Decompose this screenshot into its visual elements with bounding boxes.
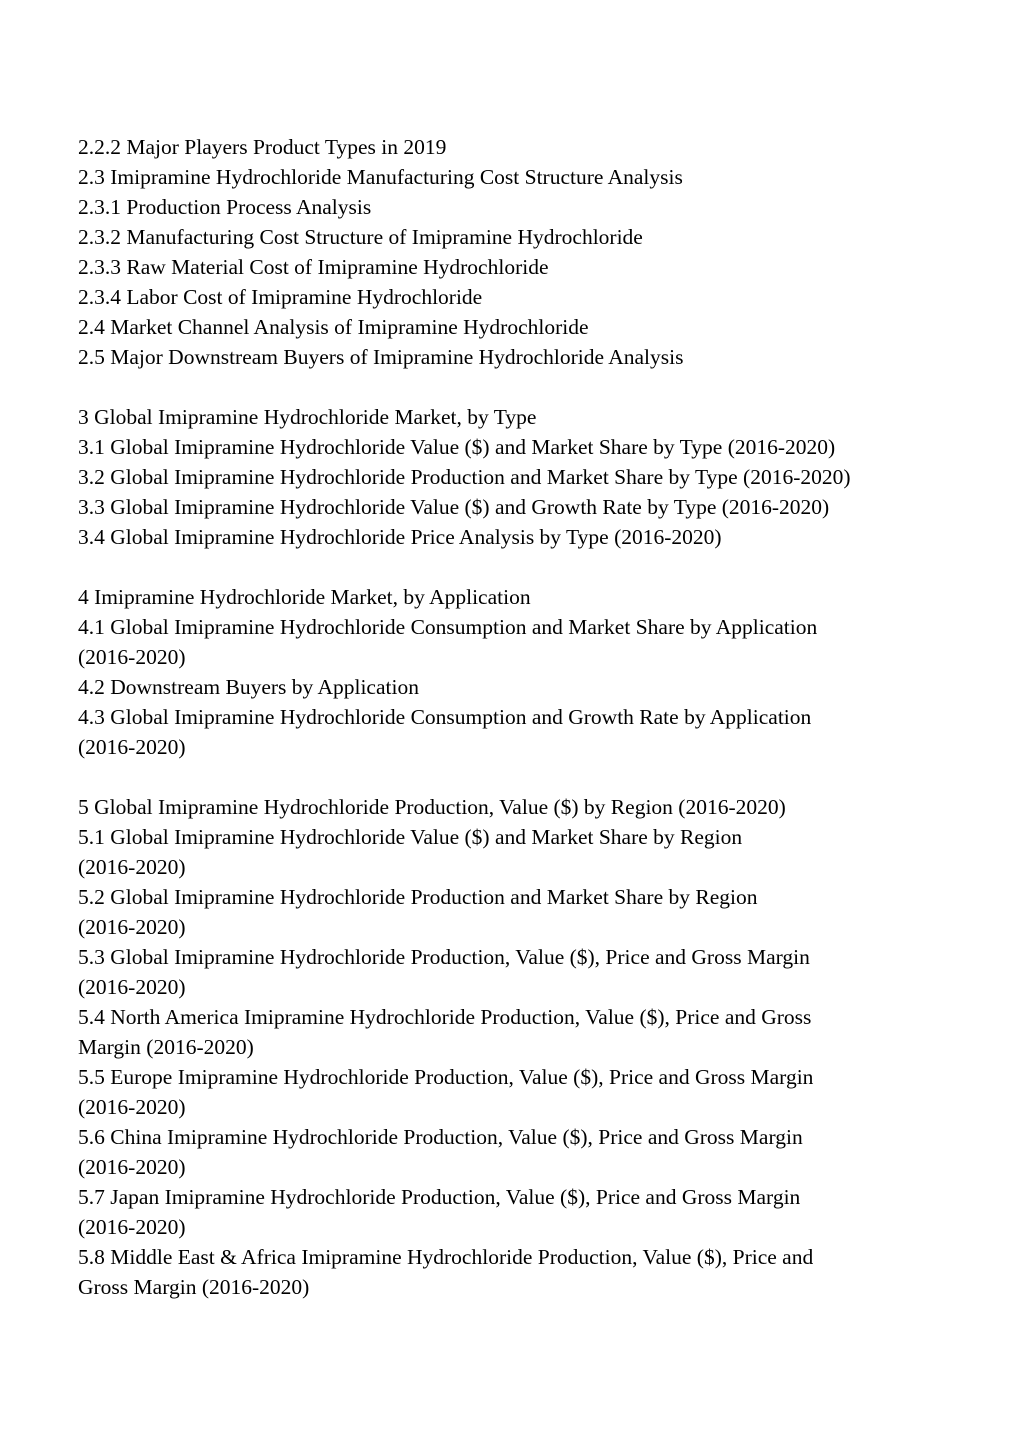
toc-entry: 2.3.4 Labor Cost of Imipramine Hydrochloride: [78, 285, 483, 309]
toc-entry: 2.3.1 Production Process Analysis: [78, 195, 372, 219]
toc-entry: 5.7 Japan Imipramine Hydrochloride Production, Value ($), Price and Gross Margin: [78, 1185, 801, 1209]
toc-entry: 5.1 Global Imipramine Hydrochloride Value ($) and Market Share by Region: [78, 825, 743, 849]
toc-heading: 4 Imipramine Hydrochloride Market, by Application: [78, 585, 531, 609]
toc-entry: 5.6 China Imipramine Hydrochloride Production, Value ($), Price and Gross Margin: [78, 1125, 803, 1149]
toc-entry: 4.2 Downstream Buyers by Application: [78, 675, 419, 699]
toc-entry: 2.4 Market Channel Analysis of Imipramine Hydrochloride: [78, 315, 589, 339]
toc-entry: 5.8 Middle East & Africa Imipramine Hydrochloride Production, Value ($), Price and: [78, 1245, 814, 1269]
toc-entry: 2.3.3 Raw Material Cost of Imipramine Hydrochloride: [78, 255, 549, 279]
toc-entry: 3.1 Global Imipramine Hydrochloride Value ($) and Market Share by Type (2016-2020): [78, 435, 836, 459]
toc-section-5: [78, 792, 978, 1302]
toc-entry-continuation: (2016-2020): [78, 975, 186, 999]
toc-entry-continuation: Margin (2016-2020): [78, 1035, 254, 1059]
toc-entry: 2.5 Major Downstream Buyers of Imipramine Hydrochloride Analysis: [78, 345, 684, 369]
toc-entry: 4.1 Global Imipramine Hydrochloride Consumption and Market Share by Application: [78, 615, 818, 639]
toc-entry-continuation: (2016-2020): [78, 735, 186, 759]
document-page: [78, 132, 978, 1302]
toc-section-4: [78, 582, 978, 762]
toc-entry: 5.4 North America Imipramine Hydrochloride Production, Value ($), Price and Gross: [78, 1005, 812, 1029]
toc-entry: 4.3 Global Imipramine Hydrochloride Consumption and Growth Rate by Application: [78, 705, 812, 729]
toc-entry: 2.2.2 Major Players Product Types in 2019: [78, 135, 447, 159]
toc-entry: 5.3 Global Imipramine Hydrochloride Production, Value ($), Price and Gross Margin: [78, 945, 810, 969]
toc-entry: 2.3 Imipramine Hydrochloride Manufacturing Cost Structure Analysis: [78, 165, 683, 189]
toc-entry-continuation: Gross Margin (2016-2020): [78, 1275, 310, 1299]
toc-entry: 3.4 Global Imipramine Hydrochloride Price Analysis by Type (2016-2020): [78, 525, 722, 549]
toc-entry-continuation: (2016-2020): [78, 1215, 186, 1239]
toc-entry-continuation: (2016-2020): [78, 915, 186, 939]
toc-entry: 3.3 Global Imipramine Hydrochloride Value ($) and Growth Rate by Type (2016-2020): [78, 495, 830, 519]
toc-section-2: [78, 132, 978, 372]
toc-entry-continuation: (2016-2020): [78, 1155, 186, 1179]
toc-entry-continuation: (2016-2020): [78, 855, 186, 879]
toc-entry: 5.2 Global Imipramine Hydrochloride Production and Market Share by Region: [78, 885, 758, 909]
toc-heading: 3 Global Imipramine Hydrochloride Market, by Type: [78, 405, 537, 429]
toc-entry: 3.2 Global Imipramine Hydrochloride Production and Market Share by Type (2016-2020): [78, 465, 851, 489]
toc-entry-continuation: (2016-2020): [78, 645, 186, 669]
toc-entry: 2.3.2 Manufacturing Cost Structure of Imipramine Hydrochloride: [78, 225, 643, 249]
toc-entry: 5.5 Europe Imipramine Hydrochloride Production, Value ($), Price and Gross Margin: [78, 1065, 814, 1089]
toc-heading: 5 Global Imipramine Hydrochloride Production, Value ($) by Region (2016-2020): [78, 795, 786, 819]
toc-entry-continuation: (2016-2020): [78, 1095, 186, 1119]
toc-section-3: [78, 402, 978, 552]
